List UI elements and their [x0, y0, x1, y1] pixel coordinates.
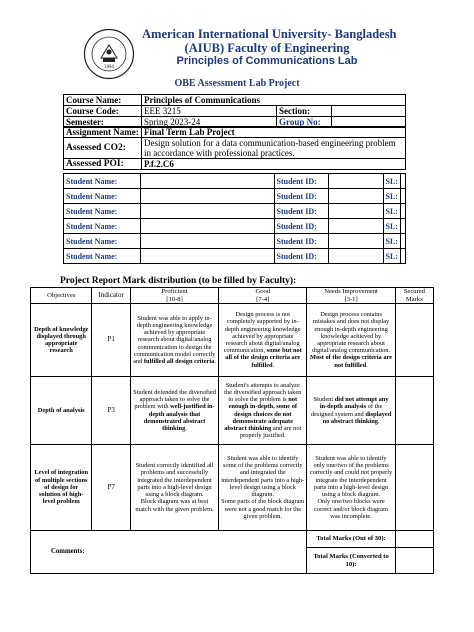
rubric-table [30, 287, 434, 574]
student-id-field[interactable] [329, 204, 383, 219]
needs-cell: Design process contains mistakes and does not display enough in-depth engineering knowledge achieved by appropriate research about digital/analog communication. Most of the design criteria are not fulfilled. [307, 304, 395, 377]
semester-label: Semester: [64, 117, 142, 128]
student-row [64, 204, 406, 219]
objective-cell: Level of integration of multiple sections of design for solution of high-level problem [31, 445, 92, 531]
rubric-row [31, 377, 434, 445]
student-name-label: Student Name: [64, 189, 141, 204]
student-id-field[interactable] [329, 234, 383, 249]
indicator-cell: P3 [92, 377, 130, 445]
header-secured: Secured Marks [395, 288, 433, 304]
university-logo-icon [83, 28, 135, 80]
sl-label: SL: [383, 204, 401, 219]
assignment-name-label: Assignment Name: [64, 127, 142, 138]
student-id-field[interactable] [329, 219, 383, 234]
proficient-cell: Student correctly identified all problems and successfully integrated the interdependent parts into a high-level design using a block diagram. Block diagram was at best match with the given problem. [130, 445, 218, 531]
total-30-label: Total Marks (Out of 30): [307, 531, 395, 548]
assignment-name-value: Final Term Lab Project [142, 127, 406, 138]
total-10-label: Total Marks (Converted to 10): [307, 548, 395, 574]
student-name-label: Student Name: [64, 234, 141, 249]
section-field[interactable] [332, 106, 406, 117]
course-name-value: Principles of Communications [142, 95, 406, 106]
co-value: Design solution for a data communication-based engineering problem in accordance with professional practices. [142, 138, 406, 159]
student-id-label: Student ID: [274, 219, 329, 234]
sl-label: SL: [383, 174, 401, 189]
course-name-label: Course Name: [64, 95, 142, 106]
secured-mark-field[interactable] [395, 445, 433, 531]
header-needs-improvement: Needs Improvement [3-1] [307, 288, 395, 304]
student-id-field[interactable] [329, 249, 383, 264]
header-good: Good [7-4] [219, 288, 307, 304]
header-indicator: Indicator [92, 288, 130, 304]
good-cell: Student's attempts to analyze the diversified approach taken to solve the problem is not enough in-depth, some of design choices do not demonstrate adequate abstract thinking and are not properly justified. [219, 377, 307, 445]
student-id-label: Student ID: [274, 189, 329, 204]
university-name: American International University- Bangladesh [142, 27, 397, 41]
students-table [63, 173, 406, 264]
student-name-field[interactable] [141, 234, 274, 249]
student-id-field[interactable] [329, 174, 383, 189]
logo-year: 1994 [103, 64, 115, 69]
indicator-cell: P1 [92, 304, 130, 377]
poi-label: Assessed POI: [64, 159, 142, 170]
semester-value: Spring 2023-24 [142, 117, 277, 128]
sl-label: SL: [383, 234, 401, 249]
student-name-label: Student Name: [64, 204, 141, 219]
student-id-label: Student ID: [274, 174, 329, 189]
needs-cell: Student was able to identify only one/two of the problems correctly and could not properly integrate the interdependent parts into a high-level design using a block diagram. Only one/two blocks were correct and/or block diagram was incomplete. [307, 445, 395, 531]
form-title: OBE Assessment Lab Project [174, 78, 300, 89]
student-row [64, 189, 406, 204]
objective-cell: Depth of analysis [31, 377, 92, 445]
proficient-cell: Student defended the diversified approach taken to solve the problem with well-justified in-depth analysis that demonstrated abstract thinking. [130, 377, 218, 445]
student-id-label: Student ID: [274, 204, 329, 219]
poi-value: P.f.2.C6 [142, 159, 406, 170]
sl-field[interactable] [401, 189, 406, 204]
student-name-label: Student Name: [64, 249, 141, 264]
good-cell: Student was able to identify some of the problems correctly and integrated the interdependent parts into a high-level design using a block diagram. Some parts of the block diagram were not a good match for the given problem. [219, 445, 307, 531]
rubric-section-title: Project Report Mark distribution (to be filled by Faculty): [60, 276, 297, 286]
sl-field[interactable] [401, 174, 406, 189]
sl-field[interactable] [401, 204, 406, 219]
section-label: Section: [277, 106, 332, 117]
faculty-name: (AIUB) Faculty of Engineering [184, 41, 350, 55]
indicator-cell: P7 [92, 445, 130, 531]
needs-cell: Student did not attempt any in-depth analysis of the designed system and displayed no abstract thinking. [307, 377, 395, 445]
total-30-field[interactable] [395, 531, 433, 548]
student-name-field[interactable] [141, 219, 274, 234]
proficient-cell: Student was able to apply in-depth engineering knowledge achieved by appropriate research about digital/analog communication to design the communication model correctly and fulfilled all design criteria. [130, 304, 218, 377]
secured-mark-field[interactable] [395, 377, 433, 445]
good-cell: Design process is not completely supported by in-depth engineering knowledge achieved by appropriate research about digital/analog communication, some but not all of the design criteria are fulfilled. [219, 304, 307, 377]
total-10-field[interactable] [395, 548, 433, 574]
sl-label: SL: [383, 219, 401, 234]
student-name-field[interactable] [141, 174, 274, 189]
assignment-table [63, 126, 406, 170]
header-objectives: Objectives [31, 288, 92, 304]
student-id-label: Student ID: [274, 234, 329, 249]
co-label: Assessed CO2: [64, 138, 142, 159]
student-id-label: Student ID: [274, 249, 329, 264]
sl-label: SL: [383, 189, 401, 204]
student-name-label: Student Name: [64, 219, 141, 234]
student-name-field[interactable] [141, 189, 274, 204]
objective-cell: Depth of knowledge displayed through appropriate research [31, 304, 92, 377]
student-row [64, 234, 406, 249]
header-proficient: Proficient [10-8] [130, 288, 218, 304]
sl-field[interactable] [401, 234, 406, 249]
student-name-label: Student Name: [64, 174, 141, 189]
comments-label[interactable]: Comments: [31, 531, 307, 574]
rubric-row [31, 445, 434, 531]
course-code-label: Course Code: [64, 106, 142, 117]
secured-mark-field[interactable] [395, 304, 433, 377]
sl-field[interactable] [401, 219, 406, 234]
student-row [64, 219, 406, 234]
rubric-row [31, 304, 434, 377]
student-id-field[interactable] [329, 189, 383, 204]
sl-field[interactable] [401, 249, 406, 264]
student-name-field[interactable] [141, 249, 274, 264]
course-info-table [63, 94, 406, 128]
student-row [64, 249, 406, 264]
student-name-field[interactable] [141, 204, 274, 219]
sl-label: SL: [383, 249, 401, 264]
course-heading: Principles of Communications Lab [176, 55, 358, 67]
student-row [64, 174, 406, 189]
group-label: Group No: [277, 117, 332, 128]
course-code-value: EEE 3215 [142, 106, 277, 117]
